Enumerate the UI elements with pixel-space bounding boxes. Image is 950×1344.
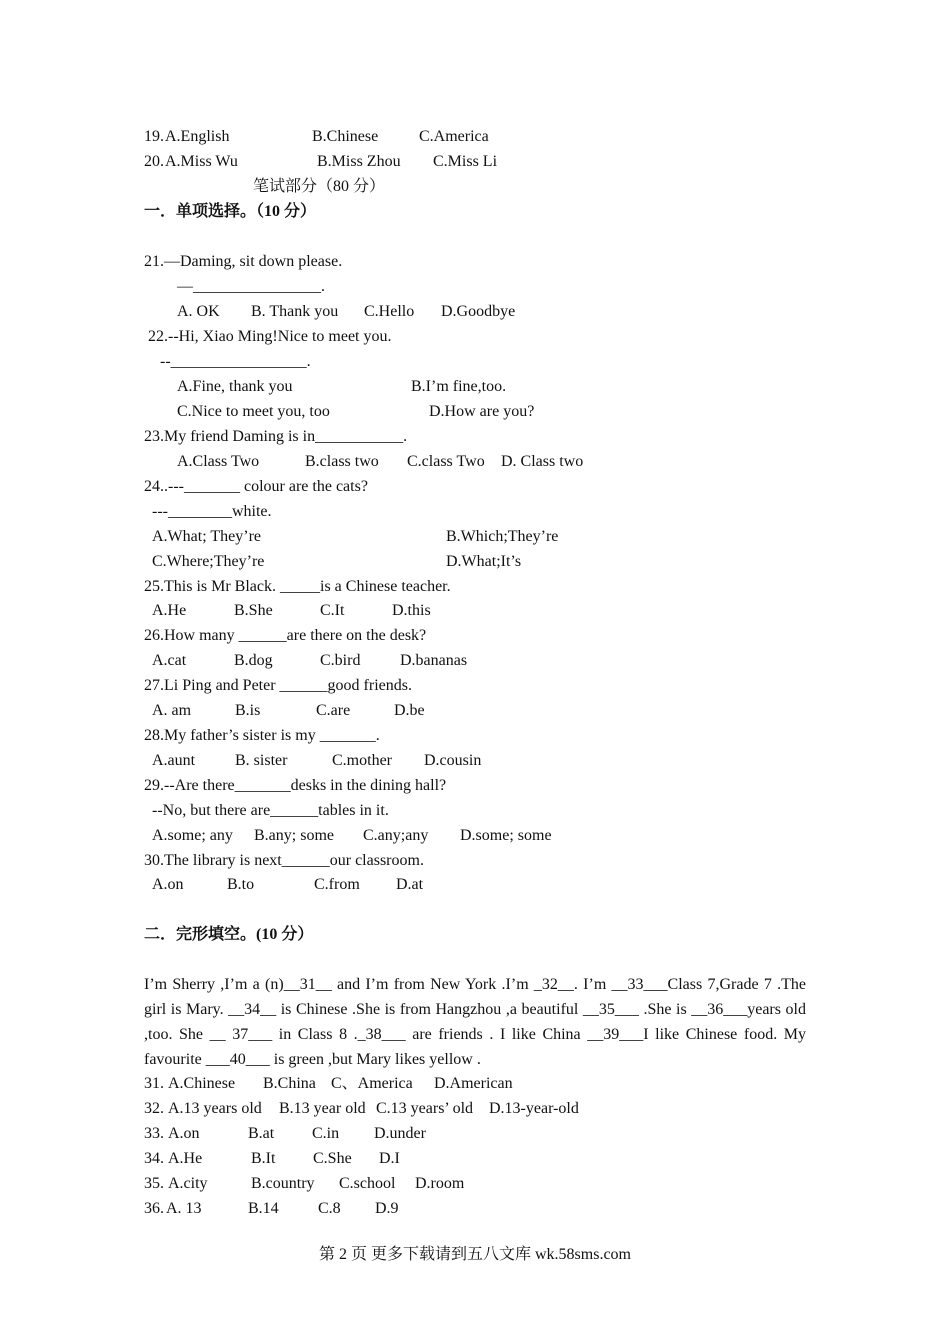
written-part-title: 笔试部分（80 分） [253,178,386,195]
q22-stem: 22.--Hi, Xiao Ming!Nice to meet you. [148,328,392,345]
q30-option-a: A.on [152,876,184,893]
q23-option-d: D. Class two [501,453,584,470]
q33-option-a: A.on [168,1125,200,1142]
q29-reply: --No, but there are______tables in it. [152,802,389,819]
q24-option-d: D.What;It’s [446,553,522,570]
q27-stem: 27.Li Ping and Peter ______good friends. [144,677,412,694]
q21-option-b: B. Thank you [251,303,339,320]
q32-option-c: C.13 years’ old [376,1100,474,1117]
q28-option-c: C.mother [332,752,392,769]
q19-number: 19. [144,128,164,145]
q21-option-c: C.Hello [364,303,415,320]
q19-option-c: C.America [419,128,489,145]
q24-option-a: A.What; They’re [152,528,261,545]
q32-option-d: D.13-year-old [489,1100,579,1117]
q21-stem: 21.—Daming, sit down please. [144,253,343,270]
q33-option-c: C.in [312,1125,340,1142]
q36-option-b: B.14 [248,1200,279,1217]
q22-option-d: D.How are you? [429,403,535,420]
q33-number: 33. [144,1125,168,1142]
q34-number: 34. [144,1150,168,1167]
q32-option-a: A.13 years old [168,1100,262,1117]
q24-reply: ---________white. [152,503,272,520]
q31-number: 31. [144,1075,168,1092]
q30-option-c: C.from [314,876,360,893]
q23-option-a: A.Class Two [177,453,260,470]
q21-reply: —________________. [177,278,325,295]
q36-option-c: C.8 [318,1200,341,1217]
q28-option-b: B. sister [235,752,288,769]
q35-number: 35. [144,1175,168,1192]
q22-reply: --_________________. [160,353,311,370]
q20-number: 20. [144,153,164,170]
q33-option-b: B.at [248,1125,275,1142]
q30-option-b: B.to [227,876,255,893]
q20-option-b: B.Miss Zhou [317,153,401,170]
q35-option-a: A.city [168,1175,208,1192]
q36-option-a: A. 13 [166,1200,202,1217]
q29-option-d: D.some; some [460,827,552,844]
q22-option-a: A.Fine, thank you [177,378,293,395]
q28-option-d: D.cousin [424,752,482,769]
q29-option-a: A.some; any [152,827,233,844]
q36-option-d: D.9 [375,1200,399,1217]
q29-option-c: C.any;any [363,827,429,844]
q26-stem: 26.How many ______are there on the desk? [144,627,427,644]
q25-option-a: A.He [152,602,187,619]
q31-option-d: D.American [434,1075,513,1092]
q34-option-c: C.She [313,1150,352,1167]
q31-option-a: A.Chinese [168,1075,236,1092]
q31-option-c: C、America [331,1075,413,1092]
q22-option-b: B.I’m fine,too. [411,378,507,395]
q26-option-b: B.dog [234,652,273,669]
q30-option-d: D.at [396,876,424,893]
q20-option-c: C.Miss Li [433,153,498,170]
q29-stem: 29.--Are there_______desks in the dining hall? [144,777,447,794]
q35-option-c: C.school [339,1175,396,1192]
q24-option-b: B.Which;They’re [446,528,559,545]
q23-option-c: C.class Two [407,453,485,470]
q19-option-a: A.English [165,128,230,145]
q34-option-b: B.It [251,1150,276,1167]
q23-option-b: B.class two [305,453,379,470]
q19-option-b: B.Chinese [312,128,379,145]
q26-option-d: D.bananas [400,652,468,669]
q32-number: 32. [144,1100,168,1117]
q27-option-d: D.be [394,702,425,719]
q26-option-c: C.bird [320,652,361,669]
q25-option-c: C.It [320,602,345,619]
q27-option-b: B.is [235,702,261,719]
q25-option-b: B.She [234,602,273,619]
q20-option-a: A.Miss Wu [165,153,238,170]
q27-option-a: A. am [152,702,192,719]
q35-option-d: D.room [415,1175,465,1192]
section2-heading: 二．完形填空。(10 分） [144,926,314,943]
q35-option-b: B.country [251,1175,315,1192]
q30-stem: 30.The library is next______our classroom. [144,852,424,869]
q24-stem: 24..---_______ colour are the cats? [144,478,368,495]
page-footer: 第 2 页 更多下载请到五八文库 wk.58sms.com [318,1246,631,1263]
q34-option-a: A.He [168,1150,203,1167]
q36-number: 36. [144,1200,164,1217]
q21-option-a: A. OK [177,303,220,320]
q28-option-a: A.aunt [152,752,196,769]
q26-option-a: A.cat [152,652,187,669]
section1-heading: 一．单项选择。（10 分） [144,203,317,220]
q31-option-b: B.China [263,1075,316,1092]
cloze-passage: I’m Sherry ,I’m a (n)__31__ and I’m from New York .I’m _32__. I’m __33___Class 7,Grade 7 .The girl is Mary. __34__ is Chinese .She is from Hangzhou ,a beautiful __35___ .She is __36___years old ,too. She __ 37___ in Class 8 ._38___ are friends . I like China __39___I like Chinese food. My favourite ___40___ is green ,but Mary likes yellow . [144,976,806,1068]
q21-option-d: D.Goodbye [441,303,516,320]
q33-option-d: D.under [374,1125,426,1142]
q22-option-c: C.Nice to meet you, too [177,403,330,420]
q24-option-c: C.Where;They’re [152,553,265,570]
q29-option-b: B.any; some [254,827,334,844]
q32-option-b: B.13 year old [279,1100,366,1117]
q34-option-d: D.I [379,1150,400,1167]
q25-option-d: D.this [392,602,431,619]
q23-stem: 23.My friend Daming is in___________. [144,428,408,445]
q27-option-c: C.are [316,702,351,719]
q25-stem: 25.This is Mr Black. _____is a Chinese teacher. [144,578,451,595]
q28-stem: 28.My father’s sister is my _______. [144,727,380,744]
